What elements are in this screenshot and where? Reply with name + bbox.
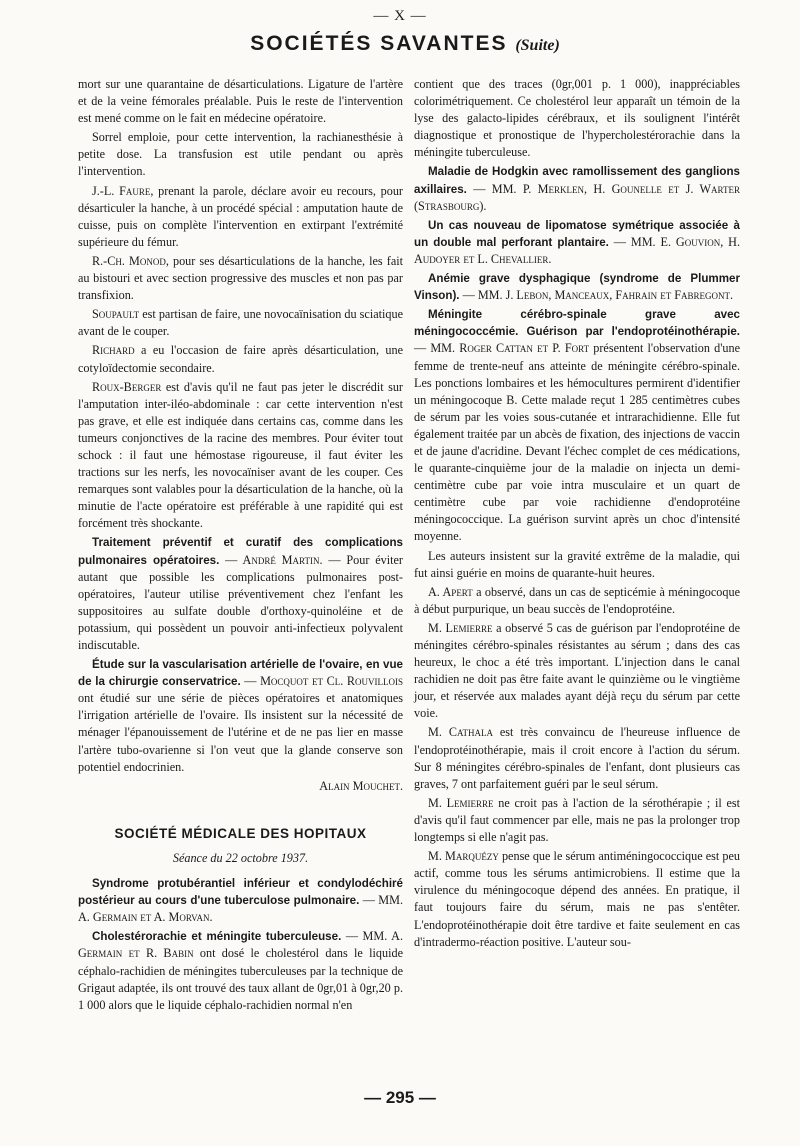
paragraph: Roux-Berger est d'avis qu'il ne faut pas jeter le discrédit sur l'amputation inter-iléo-abdominale : car cette intervention n'est pas grave, et elle est indiquée dans certains cas, comme dans les tumeurs conjonctives de la racine des membres. Pour éviter tout schock : il faut une hémostase rigoureuse, il faut éviter les tractions sur les nerfs, les novocaïniser avant de les couper. Ces remarques sont valables pour la désarticulation de la hanche, où la minutie de l'acte opératoire est préférable à une rapidité qui est forcément très shockante. [78, 379, 403, 531]
article-author: — MM. Roger Cattan et P. Fort [414, 341, 590, 356]
paragraph: J.-L. Faure, prenant la parole, déclare avoir eu recours, pour désarticuler la hanche, à un procédé spécial : amputation haute de cuisse, puis on complète l'intervention en extirpant l'extrémité supérieure du fémur. [78, 183, 403, 249]
article-title: Anémie grave dysphagique (syndrome de Plummer Vinson). [414, 272, 740, 303]
speaker-name: M. Marquézy [428, 849, 499, 864]
article-author: — MM. E. Gouvion, H. Audoyer et L. Chevallier. [414, 234, 741, 266]
paragraph: Cholestérorachie et méningite tuberculeuse. — MM. A. Germain et R. Babin ont dosé le cholestérol dans le liquide céphalo-rachidien de méningites tuberculeuses par la technique de Grigaut adaptée, ils ont trouvé des taux allant de 0gr,01 à 0gr,20 p. 1 000 alors que le liquide céphalo-rachidien normal n'en [78, 929, 403, 1012]
left-column [78, 76, 403, 1016]
paragraph: M. Cathala est très convaincu de l'heureuse influence de l'endoprotéinothérapie, mais il croit encore à l'action du sérum. Sur 8 méningites cérébro-spinales de l'enfant, dont plusieurs cas graves, 7 ont parfaitement guéri par le seul sérum. [414, 725, 740, 791]
speaker-name: J.-L. Faure, [92, 183, 154, 198]
paragraph: M. Lemierre a observé 5 cas de guérison par l'endoprotéine de méningites cérébro-spinales résistantes au sérum ; dans des cas heureux, le choc a été très important. L'injection dans le canal rachidien ne doit pas être faite avant le quinzième ou le vingtième jour, et réservée aux malades ayant déjà reçu du sérum par cette voie. [414, 620, 741, 721]
article-title: Méningite cérébro-spinale grave avec méningococcémie. Guérison par l'endoprotéinothérapie. [414, 308, 740, 339]
article-author: — MM. A. Germain et R. Babin [78, 929, 403, 961]
paragraph [414, 163, 740, 214]
speaker-name: M. Cathala [428, 725, 493, 740]
paragraph: R.-Ch. Monod, pour ses désarticulations de la hanche, les fait au bistouri et avec section progressive des muscles et non pas par transfixion. [78, 253, 403, 303]
speaker-name: A. Apert [428, 584, 473, 599]
article-author: — MM. J. Lebon, Manceaux, Fahrain et Fabregont. [459, 288, 734, 303]
right-column [414, 76, 740, 953]
paragraph: Richard a eu l'occasion de faire après désarticulation, une cotyloïdectomie secondaire. [78, 343, 403, 375]
paragraph [78, 875, 403, 926]
speaker-name: Roux-Berger [92, 379, 162, 394]
section-title: SOCIÉTÉ MÉDICALE DES HOPITAUX [114, 825, 367, 841]
article-author: — André Martin. [219, 552, 323, 567]
paragraph: Sorrel emploie, pour cette intervention, la rachianesthésie à petite dose. La transfusion est utile pendant ou après l'intervention. [78, 130, 403, 179]
article-title: Traitement préventif et curatif des complications pulmonaires opératoires. [78, 536, 403, 567]
article-title: Maladie de Hodgkin avec ramollissement des ganglions axillaires. [414, 165, 740, 196]
speaker-name: Richard [92, 343, 135, 358]
article-author: — Mocquot et Cl. Rouvillois [240, 674, 403, 689]
article-author: — MM. P. Merklen, H. Gounelle et J. Warter (Strasbourg). [414, 181, 740, 213]
paragraph: contient que des traces (0gr,001 p. 1 000), inappréciables colorimétriquement. Ce cholestérol leur apparaît un témoin de la lyse des galacto-lipides cérébraux, et ils soulignent l'intérêt diagnostique et pronostique de l'hypercholestérorachie dans la méningite tuberculeuse. [414, 77, 740, 160]
paragraph [414, 270, 740, 304]
paragraph: Méningite cérébro-spinale grave avec méningococcémie. Guérison par l'endoprotéinothérapie. — MM. Roger Cattan et P. Fort présentent l'observation d'une femme de trente-neuf ans atteinte de méningite cérébro-spinale. Les ponctions lombaires et les hémocultures permirent d'identifier un méningocoque B. Cette malade reçut 1 285 centimètres cubes de sérum par les voies sous-cutanée et intrarachidienne. Elle fut également traitée par un abcès de fixation, des injections de vaccin et de jaune d'acridine. Devant l'échec complet de ces médications, le quarante-cinquième jour de la maladie on injecta un demi-centimètre cube par voie intra musculaire et un quart de centimètre cube par voie rachidienne d'endoprotéine méningococcique. La guérison survint après un choc d'intensité moyenne. [414, 308, 740, 544]
roman-page-number: — X — [373, 8, 427, 24]
article-title: Syndrome protubérantiel inférieur et condylodéchiré postérieur au cours d'une tuberculose pulmonaire. [78, 877, 403, 908]
paragraph: M. Lemierre ne croit pas à l'action de la sérothérapie ; il est d'avis qu'il faut commencer par elle, mais ne pas la prolonger trop longtemps si elle n'agit pas. [414, 795, 740, 845]
paragraph: A. Apert a observé, dans un cas de septicémie à méningocoque à début purpurique, un beau succès de l'endoprotéine. [414, 584, 740, 616]
article-title: Cholestérorachie et méningite tuberculeuse. [92, 930, 342, 944]
paragraph: Étude sur la vascularisation artérielle de l'ovaire, en vue de la chirurgie conservatrice. — Mocquot et Cl. Rouvillois ont étudié sur une série de pièces opératoires et anatomiques l'irrigation artérielle de l'ovaire. Ils insistent sur la nécessité de ménager l'épanouissement de l'utérine et de ne pas lier en masse l'artère tubo-ovarienne si l'on veut que la glande conserve son potentiel endocrinien. [78, 658, 403, 774]
paragraph [414, 217, 740, 268]
running-head [60, 32, 750, 56]
running-head-title: SOCIÉTÉS SAVANTES [250, 32, 508, 55]
signature: Alain Mouchet. [319, 778, 403, 793]
paragraph: Traitement préventif et curatif des complications pulmonaires opératoires. — André Martin. — Pour éviter autant que possible les complications pulmonaires post-opératoires, l'auteur utilise préventivement chez l'enfant les suppositoires au sulfate double d'orthoxy-quinoléine et de potassium, qui possèdent un pouvoir anti-infectieux polyvalent indiscutable. [78, 536, 403, 652]
paragraph: mort sur une quarantaine de désarticulations. Ligature de l'artère et de la veine fémorales préalable. Puis le reste de l'intervention est mené comme on le fait en médecine opératoire. [78, 77, 403, 126]
article-title: Étude sur la vascularisation artérielle de l'ovaire, en vue de la chirurgie conservatrice. [78, 658, 403, 689]
session-date: Séance du 22 octobre 1937. [172, 850, 309, 865]
page-number: — 295 — [364, 1088, 436, 1107]
speaker-name: M. Lemierre [428, 620, 493, 635]
paragraph: Soupault est partisan de faire, une novocaïnisation du sciatique avant de le couper. [78, 307, 403, 339]
speaker-name: Soupault [92, 307, 140, 322]
speaker-name: M. Lemierre [428, 795, 494, 810]
paragraph: M. Marquézy pense que le sérum antiméningococcique est peu actif, comme tous les sérums antimicrobiens. Il estime que la virulence du méningocoque dépend des années. En pratique, il faut toujours faire du sérum, mais ne pas s'entêter. L'endoprotéinothérapie doit être tardive et faite seulement en cas d'intradermo-réaction positive. L'auteur sou- [414, 849, 740, 949]
running-head-suite: (Suite) [515, 37, 560, 54]
speaker-name: R.-Ch. Monod, [92, 253, 169, 268]
article-title: Un cas nouveau de lipomatose symétrique associée à un double mal perforant plantaire. [414, 218, 740, 249]
paragraph: Les auteurs insistent sur la gravité extrême de la maladie, qui fut ainsi guérie en moins de quarante-huit heures. [414, 548, 740, 580]
article-author: — MM. A. Germain et A. Morvan. [78, 893, 403, 925]
